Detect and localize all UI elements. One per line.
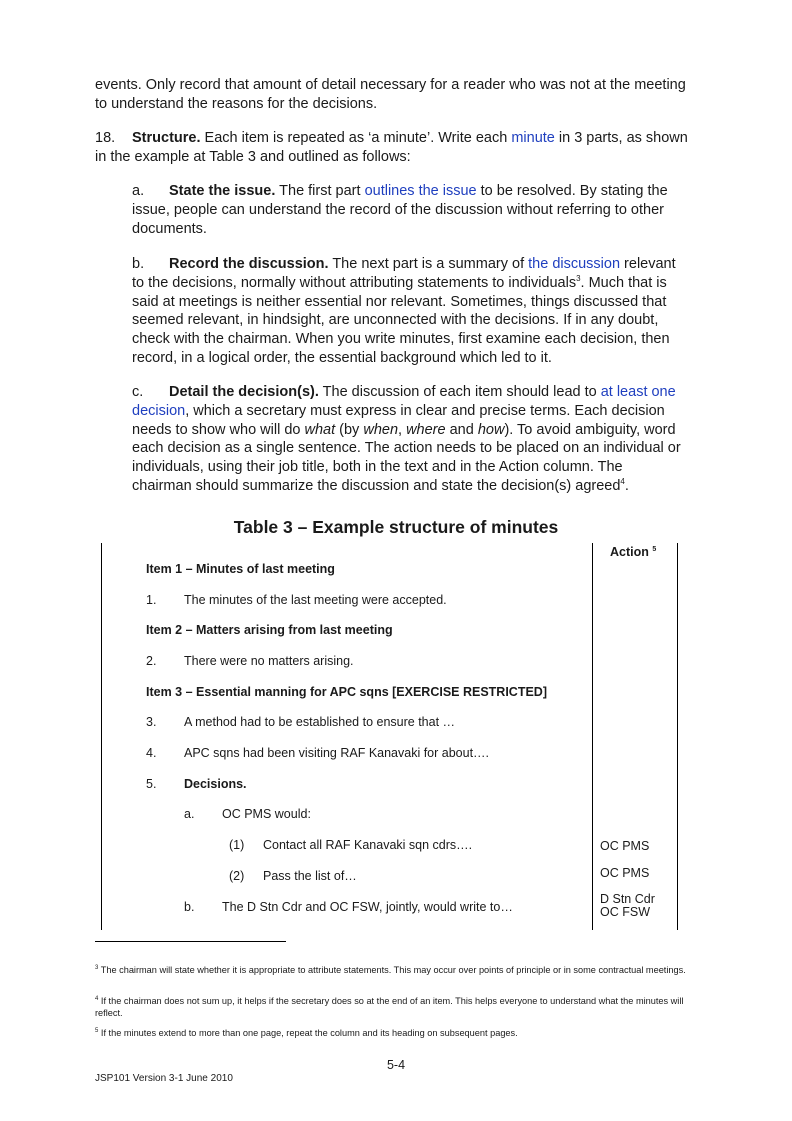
row-text: Decisions. [184,777,247,791]
row-text: Contact all RAF Kanavaki sqn cdrs…. [263,838,473,852]
document-version: JSP101 Version 3-1 June 2010 [95,1073,233,1084]
paragraph-number: 18. [95,130,116,146]
row-text: APC sqns had been visiting RAF Kanavaki for about…. [184,746,490,760]
decision-link[interactable]: at least one decision [132,384,676,419]
row-number: b. [184,900,195,914]
table-right-border [677,543,678,930]
discussion-link[interactable]: the discussion [528,256,621,272]
row-number: 3. [146,715,157,729]
intro-paragraph: events. Only record that amount of detail necessary for a reader who was not at the meeting to understand the reasons for the decisions. [95,77,686,112]
minute-link[interactable]: minute [511,130,555,146]
row-text: A method had to be established to ensure that … [184,715,456,729]
row-number: 5. [146,777,157,791]
action-cell: OC PMS [600,866,650,880]
row-number: (1) [229,838,245,852]
row-text: OC PMS would: [222,807,311,821]
action-cell: OC PMS [600,839,650,853]
subparagraph-letter: c. [132,384,144,400]
subparagraph-c: c. Detail the decision(s). The discussion of each item should lead to at least one decision, which a secretary must express in clear and precise terms. Each decision needs to show who will do what (by when, where and how). To avoid ambiguity, word each decision as a single sentence. The action needs to be placed on an individual or individuals, using their job title, both in the text and in the Action column. The chairman should summarize the discussion and state the decision(s) agreed$^4$. [132,384,681,494]
footnote-5: $^5$ If the minutes extend to more than one page, repeat the column and its heading on subsequent pages. [95,1027,518,1038]
item-heading: Item 1 – Minutes of last meeting [146,562,335,576]
item-heading: Item 3 – Essential manning for APC sqns [EXERCISE RESTRICTED] [146,685,548,699]
subparagraph-a: a. State the issue. The first part outlines the issue to be resolved. By stating the issue, people can understand the record of the discussion without referring to other documents. [132,183,668,237]
action-column-header: Action $^5$ [610,545,657,559]
footnote-separator [95,941,286,942]
action-cell: D Stn Cdr OC FSW [600,892,655,919]
footnote-4: $^4$ If the chairman does not sum up, it helps if the secretary does so at the end of an item. This helps everyone to understand what the minutes will reflect. [95,995,684,1018]
action-column-divider [592,543,593,930]
footnote-ref-3[interactable]: 3 [576,273,581,283]
subparagraph-heading: Detail the decision(s). [169,384,319,400]
subparagraph-heading: Record the discussion. [169,256,329,272]
paragraph-heading: Structure. [132,130,201,146]
page-number: 5-4 [386,1058,406,1072]
row-number: 2. [146,654,157,668]
item-heading: Item 2 – Matters arising from last meeting [146,623,393,637]
table-left-border [101,543,102,930]
footnote-ref-5[interactable]: 5 [652,545,657,553]
row-text: The minutes of the last meeting were accepted. [184,593,447,607]
subparagraph-letter: a. [132,183,145,199]
subparagraph-b: b. Record the discussion. The next part is a summary of the discussion relevant to the decisions, normally without attributing statements to individuals$^3$. Much that is said at meetings is neither essential nor relevant. Sometimes, things discussed that seemed relevant, in hindsight, are unconnected with the decisions. If in any doubt, check with the chairman. When you write minutes, first examine each decision, then record, in a logical order, the essential background which led to it. [132,256,676,366]
row-number: 4. [146,746,157,760]
footnote-ref-4[interactable]: 4 [620,477,625,487]
row-text: There were no matters arising. [184,654,354,668]
subparagraph-heading: State the issue. [169,183,276,199]
subparagraph-letter: b. [132,256,145,272]
row-number: (2) [229,869,245,883]
row-number: 1. [146,593,157,607]
row-text: Pass the list of… [263,869,357,883]
paragraph-18: 18. Structure. Each item is repeated as ‘a minute’. Write each minute in 3 parts, as shown in the example at Table 3 and outlined as follows: [95,130,688,165]
table-title: Table 3 – Example structure of minutes [233,517,559,537]
row-text: The D Stn Cdr and OC FSW, jointly, would write to… [222,900,513,914]
row-number: a. [184,807,195,821]
footnote-3: $^3$ The chairman will state whether it is appropriate to attribute statements. This may occur over points of principle or in some contractual meetings. [95,964,686,975]
outlines-issue-link[interactable]: outlines the issue [364,183,477,199]
